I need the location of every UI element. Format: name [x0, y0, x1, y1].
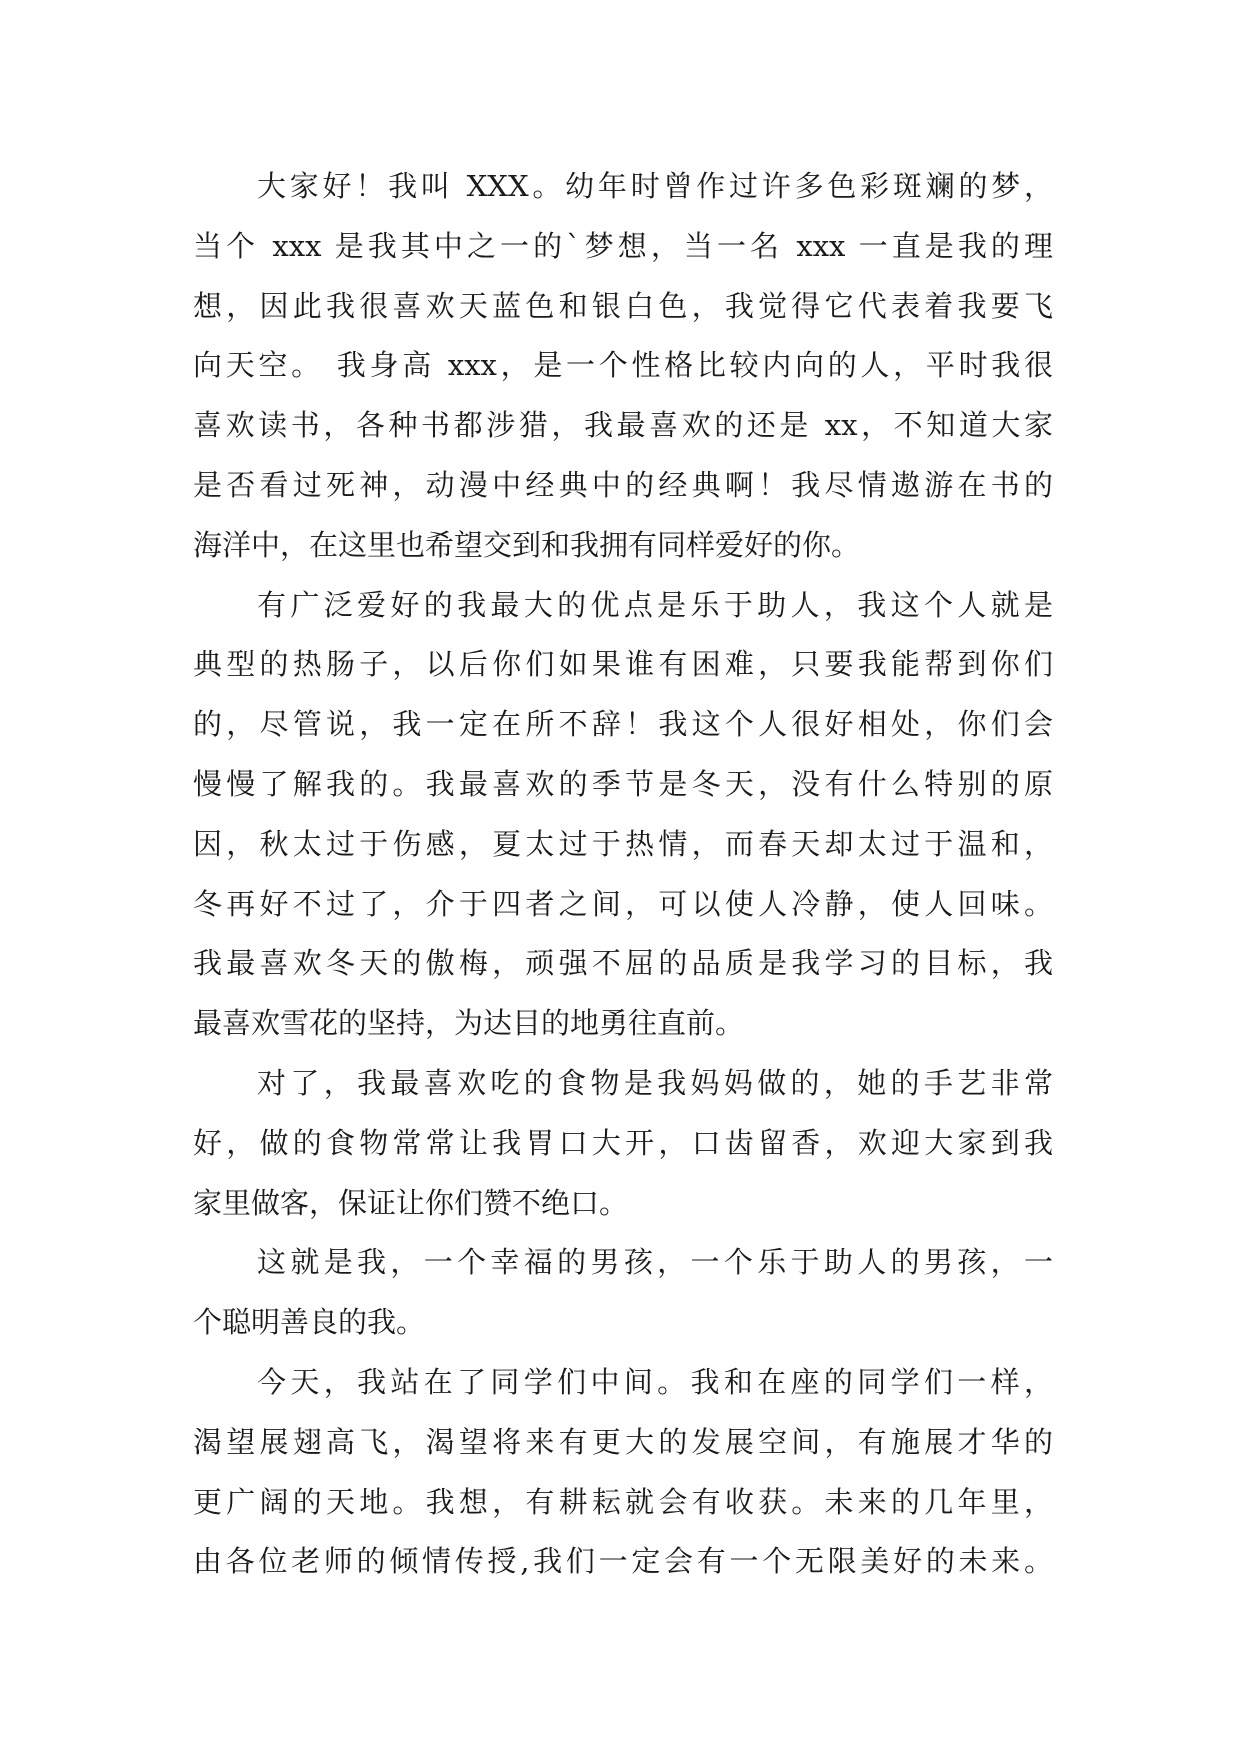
document-body [193, 157, 1053, 1592]
text-line: 家里做客，保证让你们赞不绝口。 [193, 1185, 629, 1220]
text-line: 今天，我站在了同学们中间。我和在座的同学们一样， [257, 1364, 1053, 1399]
text-line: 因，秋太过于伤感，夏太过于热情，而春天却太过于温和， [193, 826, 1053, 861]
text-line: 想，因此我很喜欢天蓝色和银白色，我觉得它代表着我要飞 [193, 288, 1053, 323]
text-line: 对了，我最喜欢吃的食物是我妈妈做的，她的手艺非常 [257, 1065, 1053, 1100]
text-line: 由各位老师的倾情传授,我们一定会有一个无限美好的未来。 [193, 1544, 1053, 1579]
text-line: 海洋中，在这里也希望交到和我拥有同样爱好的你。 [193, 527, 861, 562]
text-line: 好，做的食物常常让我胃口大开，口齿留香，欢迎大家到我 [193, 1125, 1053, 1160]
text-line: 更广阔的天地。我想，有耕耘就会有收获。未来的几年里， [193, 1484, 1053, 1519]
paragraph-3 [193, 1054, 1053, 1233]
text-line: 我最喜欢冬天的傲梅，顽强不屈的品质是我学习的目标，我 [193, 946, 1053, 981]
text-line: 喜欢读书，各种书都涉猎，我最喜欢的还是 xx，不知道大家 [193, 408, 1053, 443]
text-line: 这就是我，一个幸福的男孩，一个乐于助人的男孩，一 [257, 1245, 1053, 1280]
text-line: 大家好！我叫 XXX。幼年时曾作过许多色彩斑斓的梦， [257, 169, 1053, 203]
text-line: 的，尽管说，我一定在所不辞！我这个人很好相处，你们会 [193, 707, 1053, 742]
text-line: 典型的热肠子，以后你们如果谁有困难，只要我能帮到你们 [193, 647, 1053, 682]
paragraph-4 [193, 1233, 1053, 1353]
text-line: 个聪明善良的我。 [193, 1305, 426, 1340]
paragraph-2 [193, 576, 1053, 1054]
text-line: 向天空。 我身高 xxx，是一个性格比较内向的人，平时我很 [193, 348, 1053, 383]
paragraph-5 [193, 1353, 1053, 1592]
text-line: 是否看过死神，动漫中经典中的经典啊！我尽情遨游在书的 [193, 467, 1053, 502]
text-line: 最喜欢雪花的坚持，为达目的地勇往直前。 [193, 1006, 745, 1041]
text-line: 当个 xxx 是我其中之一的`梦想，当一名 xxx 一直是我的理 [193, 228, 1053, 263]
text-line: 慢慢了解我的。我最喜欢的季节是冬天，没有什么特别的原 [193, 766, 1053, 801]
text-line: 冬再好不过了，介于四者之间，可以使人冷静，使人回味。 [193, 886, 1053, 921]
text-line: 有广泛爱好的我最大的优点是乐于助人，我这个人就是 [257, 587, 1053, 622]
text-line: 渴望展翅高飞，渴望将来有更大的发展空间，有施展才华的 [193, 1424, 1053, 1459]
paragraph-1 [193, 157, 1053, 576]
